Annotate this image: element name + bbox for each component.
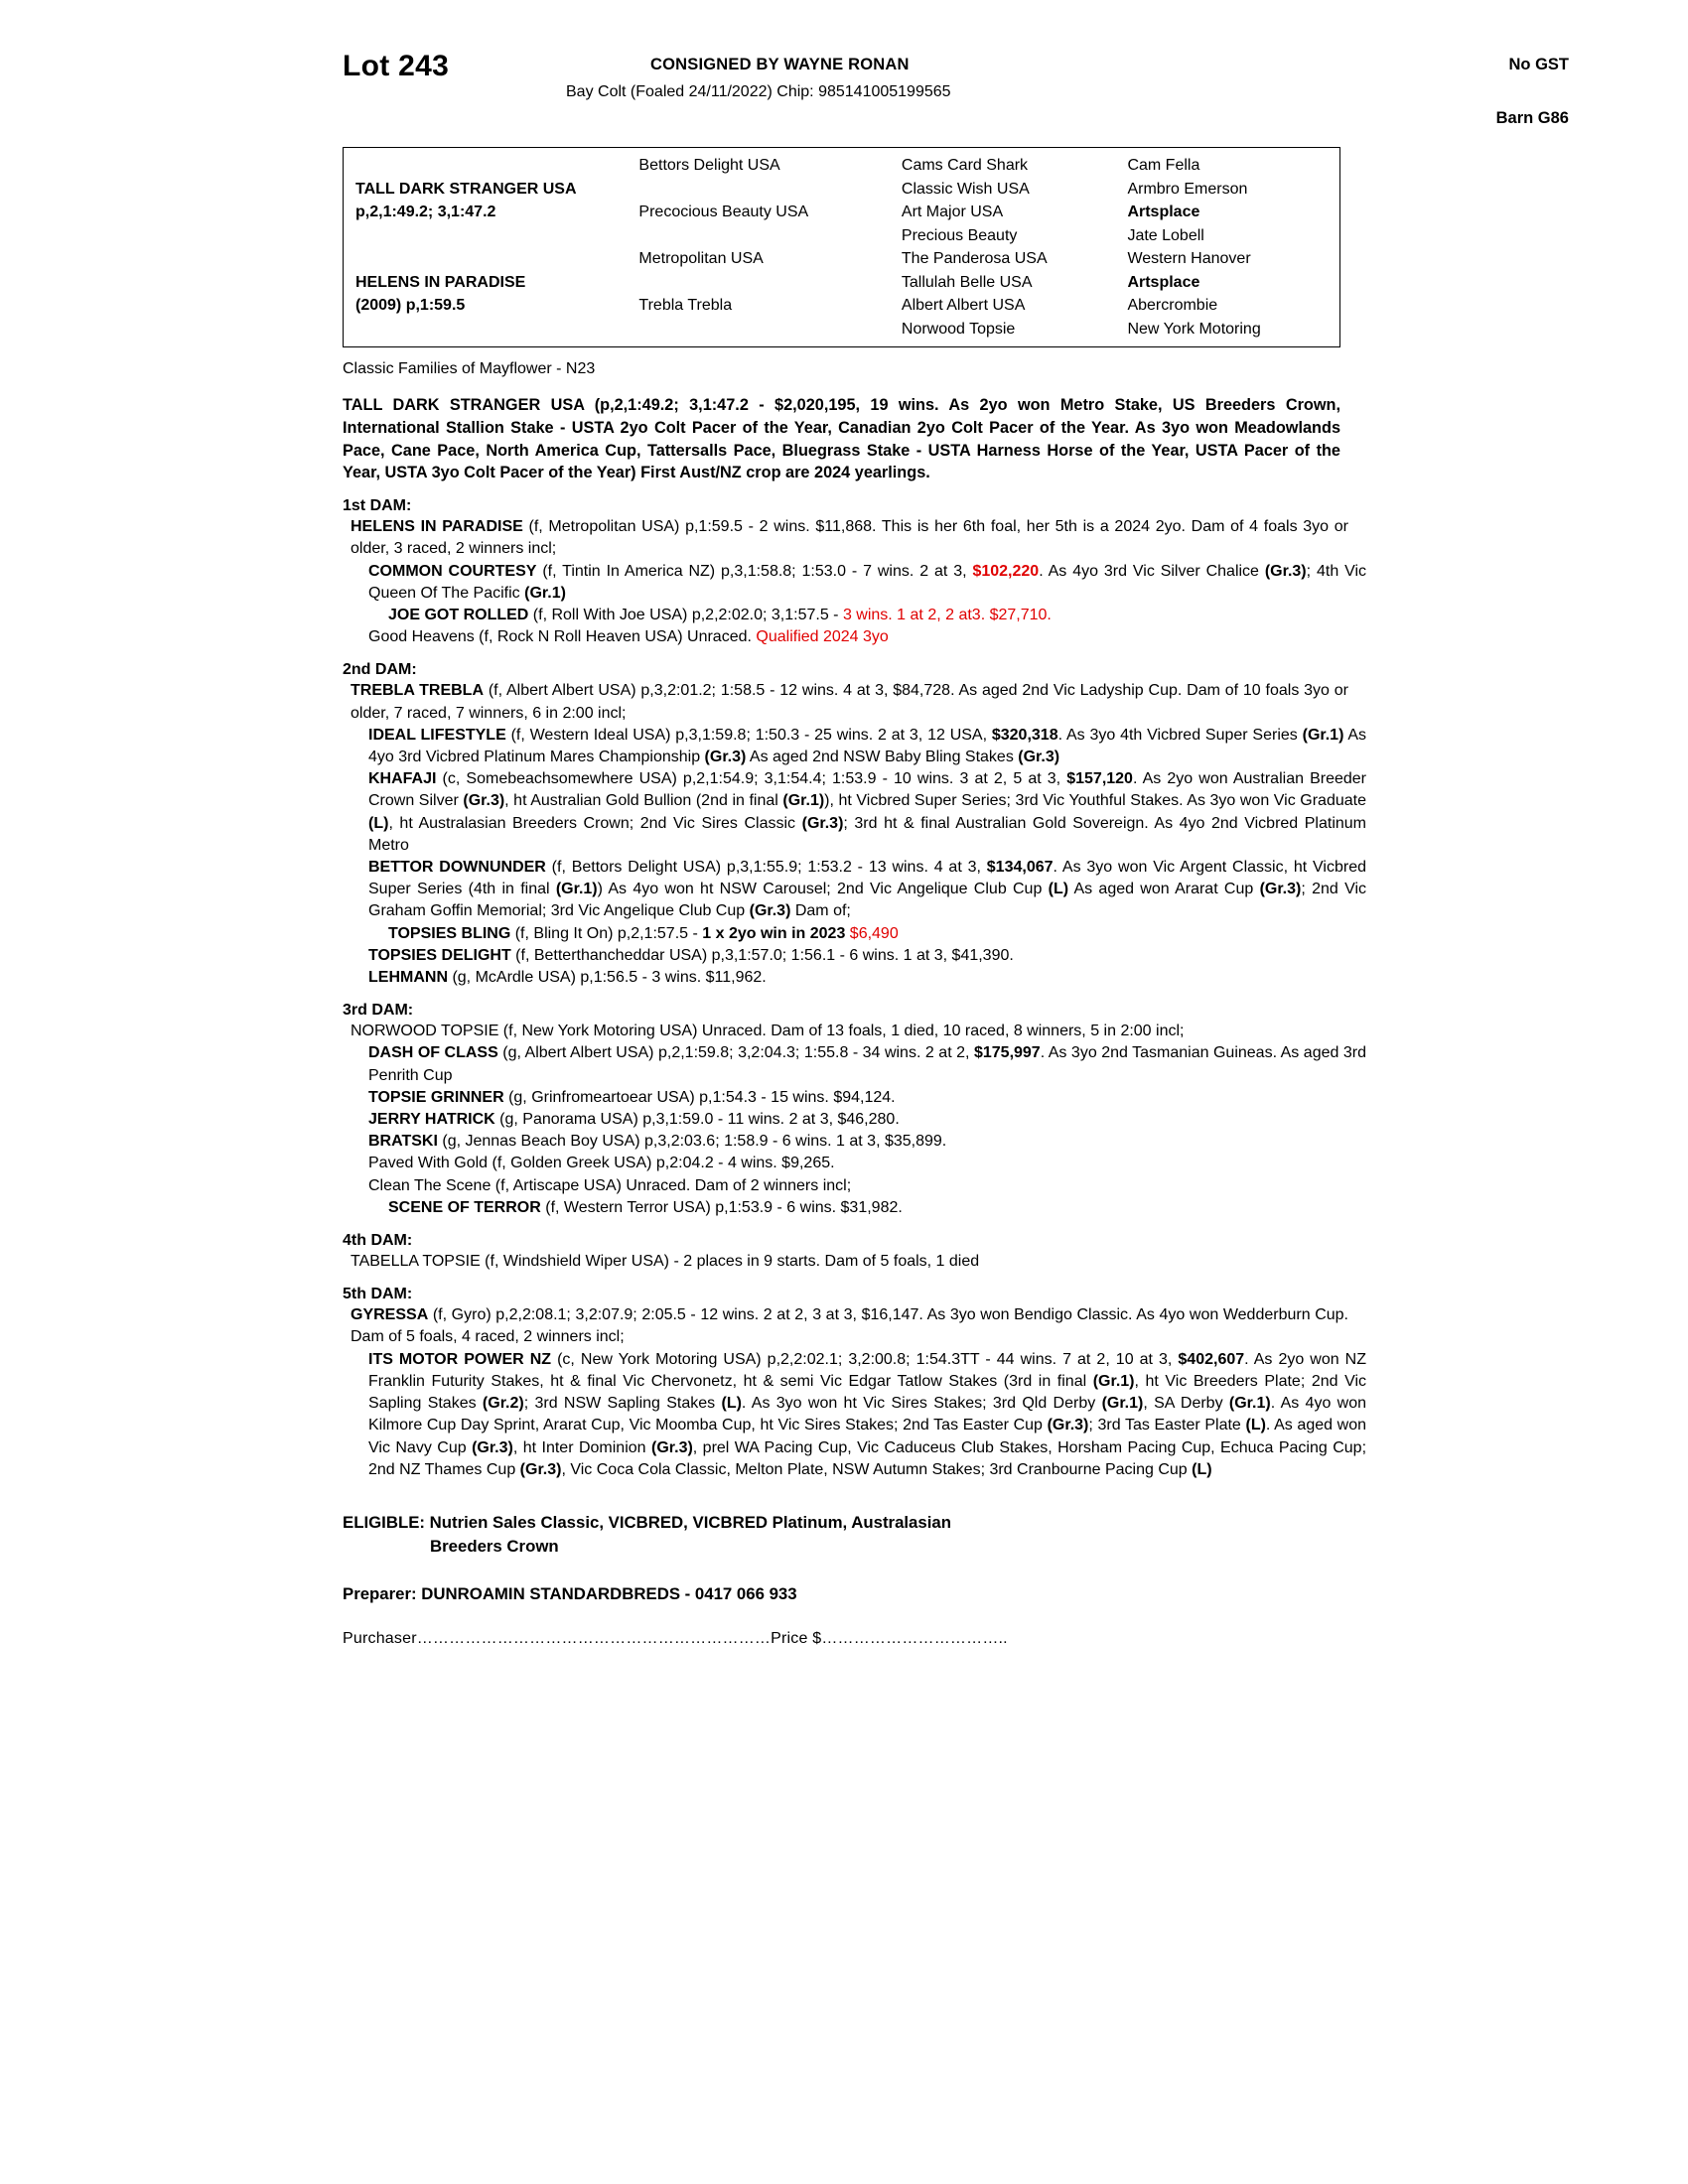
entry-text: (Gr.2)	[482, 1395, 524, 1413]
entry-text: (Gr.1)	[1092, 1372, 1135, 1390]
entry-text: ; 3rd ht & final Australian Gold Sovereign. As 4yo 2nd Vicbred Platinum Metro	[368, 814, 1367, 854]
pedigree-entry	[368, 768, 1366, 857]
entry-text: TOPSIES BLING	[388, 924, 511, 942]
entry-text: (Gr.3)	[472, 1438, 513, 1456]
pedigree-entry	[368, 1109, 1366, 1131]
entry-text: NORWOOD TOPSIE (f, New York Motoring USA) Unraced. Dam of 13 foals, 1 died, 10 raced, 8 winners, 5 in 2:00 incl;	[351, 1023, 1185, 1040]
entry-text: (g, Panorama USA) p,3,1:59.0 - 11 wins. 2 at 3, $46,280.	[494, 1111, 900, 1129]
entry-text: As 4yo 3rd Vicbred Platinum Mares Championship	[368, 726, 1367, 766]
pedigree-entry	[351, 1021, 1348, 1042]
entry-text: (Gr.3)	[749, 902, 791, 920]
entry-text: DASH OF CLASS	[368, 1044, 498, 1062]
horse-description: Bay Colt (Foaled 24/11/2022) Chip: 985141005199565	[566, 83, 951, 100]
pedigree-entry	[368, 1131, 1366, 1153]
pedigree-cell-c2: Bettors Delight USA	[638, 157, 780, 174]
pedigree-cell-c4: Jate Lobell	[1127, 226, 1204, 244]
entry-text: (Gr.3)	[1047, 1417, 1089, 1434]
entry-text: KHAFAJI	[368, 770, 437, 788]
pedigree-column-4	[1127, 154, 1339, 341]
entry-text: As aged 2nd NSW Baby Bling Stakes	[746, 749, 1019, 766]
pedigree-cell-c3: Albert Albert USA	[901, 297, 1026, 314]
pedigree-cell-c3: Tallulah Belle USA	[901, 273, 1033, 291]
entry-text: . As aged won Vic Navy Cup	[368, 1417, 1367, 1456]
entry-text: $102,220	[972, 562, 1040, 580]
pedigree-cell-c3: Art Major USA	[901, 204, 1004, 220]
entry-text: (c, Somebeachsomewhere USA) p,2,1:54.9; 3,1:54.4; 1:53.9 - 10 wins. 3 at 2, 5 at 3,	[436, 770, 1067, 788]
pedigree-entry	[368, 1087, 1366, 1109]
pedigree-column-2	[638, 154, 901, 341]
entry-text: . As 2yo won NZ Franklin Futurity Stakes, ht & final Vic Chervonetz, ht & semi Vic Edgar Tatlow Stakes (3rd in final	[368, 1350, 1367, 1390]
entry-text: , ht Vic Breeders Plate; 2nd Vic Sapling Stakes	[368, 1372, 1367, 1413]
dam-sections	[343, 497, 1569, 1481]
entry-text: (Gr.3)	[704, 749, 747, 766]
dam-heading: 4th DAM:	[343, 1232, 413, 1250]
page-header	[343, 44, 1569, 139]
entry-text: (g, Grinfromeartoear USA) p,1:54.3 - 15 wins. $94,124.	[503, 1088, 896, 1106]
entry-text: HELENS IN PARADISE	[351, 518, 523, 536]
pedigree-cell-c1: TALL DARK STRANGER USA	[355, 180, 577, 198]
pedigree-cell-c4: Artsplace	[1127, 273, 1200, 291]
pedigree-cell-c4: Abercrombie	[1127, 297, 1218, 314]
entry-text: ), ht Vicbred Super Series; 3rd Vic Youthful Stakes. As 3yo won Vic Graduate	[824, 792, 1366, 810]
entry-text: (L)	[1245, 1417, 1266, 1434]
entry-text: TOPSIE GRINNER	[368, 1088, 504, 1106]
entry-text: (f, Roll With Joe USA) p,2,2:02.0; 3,1:57.5 -	[528, 607, 843, 623]
entry-text: (f, Metropolitan USA) p,1:59.5 - 2 wins. $11,868. This is her 6th foal, her 5th is a 2024 2yo. Dam of 4 foals 3yo or older, 3 raced, 2 winners incl;	[351, 518, 1349, 558]
entry-text: (f, Bling It On) p,2,1:57.5 -	[510, 924, 703, 942]
pedigree-entry	[351, 680, 1348, 724]
entry-text: (Gr.3)	[651, 1438, 693, 1456]
dam-heading: 5th DAM:	[343, 1286, 413, 1303]
entry-text: (Gr.3)	[1018, 749, 1060, 766]
entry-text: ; 2nd Vic Graham Goffin Memorial; 3rd Vic Angelique Club Cup	[368, 881, 1367, 920]
pedigree-entry	[388, 605, 1386, 626]
entry-text: Paved With Gold (f, Golden Greek USA) p,2:04.2 - 4 wins. $9,265.	[368, 1155, 835, 1172]
entry-text: (Gr.1)	[1101, 1395, 1144, 1413]
entry-text: TREBLA TREBLA	[351, 682, 484, 700]
pedigree-cell-c2: Precocious Beauty USA	[638, 204, 809, 220]
pedigree-cell-c4: Artsplace	[1127, 204, 1200, 220]
entry-text: 3 wins. 1 at 2, 2 at3. $27,710.	[842, 607, 1052, 623]
entry-text: As aged won Ararat Cup	[1068, 881, 1260, 898]
entry-text: (g, Albert Albert USA) p,2,1:59.8; 3,2:04.3; 1:55.8 - 34 wins. 2 at 2,	[497, 1044, 974, 1062]
pedigree-cell-c4: New York Motoring	[1127, 320, 1261, 338]
entry-text: . As 3yo won Vic Argent Classic, ht Vicbred Super Series (4th in final	[368, 859, 1366, 898]
barn-number: Barn G86	[1495, 109, 1569, 127]
entry-text: Dam of;	[790, 902, 851, 920]
purchaser-line: Purchaser…………………………………………………………Price $……………………………..	[343, 1629, 1008, 1647]
entry-text: , ht Australasian Breeders Crown; 2nd Vic Sires Classic	[388, 814, 802, 832]
entry-text: , ht Inter Dominion	[512, 1438, 651, 1456]
entry-text: . As 3yo won ht Vic Sires Stakes; 3rd Qld Derby	[741, 1395, 1102, 1413]
entry-text: ITS MOTOR POWER NZ	[368, 1350, 552, 1368]
entry-text: ; 3rd NSW Sapling Stakes	[523, 1395, 722, 1413]
entry-text: (c, New York Motoring USA) p,2,2:02.1; 3,2:00.8; 1:54.3TT - 44 wins. 7 at 2, 10 at 3,	[551, 1350, 1179, 1368]
dam-heading: 3rd DAM:	[343, 1002, 414, 1020]
pedigree-entry	[388, 1197, 1386, 1219]
entry-text: (f, Western Ideal USA) p,3,1:59.8; 1:50.3 - 25 wins. 2 at 3, 12 USA,	[505, 726, 992, 744]
entry-text: , ht Australian Gold Bullion (2nd in final	[504, 792, 783, 810]
entry-text: (Gr.3)	[519, 1460, 562, 1478]
entry-text: ) As 4yo won ht NSW Carousel; 2nd Vic Angelique Club Cup	[597, 881, 1049, 898]
entry-text: (L)	[1192, 1460, 1212, 1478]
entry-text: Good Heavens (f, Rock N Roll Heaven USA) Unraced.	[368, 628, 757, 646]
entry-text: (f, Betterthancheddar USA) p,3,1:57.0; 1:56.1 - 6 wins. 1 at 3, $41,390.	[510, 946, 1014, 964]
pedigree-cell-c3: Norwood Topsie	[901, 320, 1016, 338]
entry-text: . As 4yo won Kilmore Cup Day Sprint, Ararat Cup, Vic Moomba Cup, ht Vic Sires Stakes; 2nd Tas Easter Cup	[368, 1395, 1367, 1434]
pedigree-entry	[368, 857, 1366, 923]
entry-text: BRATSKI	[368, 1133, 438, 1151]
entry-text: Clean The Scene (f, Artiscape USA) Unraced. Dam of 2 winners incl;	[368, 1176, 852, 1194]
entry-text: 1 x 2yo win in 2023	[702, 924, 846, 942]
entry-text: (g, Jennas Beach Boy USA) p,3,2:03.6; 1:58.9 - 6 wins. 1 at 3, $35,899.	[437, 1133, 947, 1151]
pedigree-entry	[351, 1304, 1348, 1348]
entry-text: (f, Bettors Delight USA) p,3,1:55.9; 1:53.2 - 13 wins. 4 at 3,	[545, 859, 987, 877]
entry-text: SCENE OF TERROR	[388, 1198, 541, 1216]
pedigree-entry	[368, 561, 1366, 605]
entry-text: COMMON COURTESY	[368, 562, 537, 580]
gst-status: No GST	[1508, 56, 1569, 73]
entry-text: (Gr.1)	[555, 881, 598, 898]
preparer-line: Preparer: DUNROAMIN STANDARDBREDS - 0417 066 933	[343, 1583, 797, 1603]
pedigree-entry	[368, 1042, 1366, 1086]
sire-summary: TALL DARK STRANGER USA (p,2,1:49.2; 3,1:47.2 - $2,020,195, 19 wins. As 2yo won Metro Stake, US Breeders Crown, International Stallion Stake - USTA 2yo Colt Pacer of the Year, Canadian 2yo Colt Pacer of the Year. As 3yo won Meadowlands Pace, Cane Pace, North America Cup, Tattersalls Pace, Bluegrass Stake - USTA Harness Horse of the Year, USTA Pacer of the Year, USTA 3yo Colt Pacer of the Year) First Aust/NZ crop are 2024 yearlings.	[343, 396, 1340, 482]
entry-text: (Gr.1)	[782, 792, 825, 810]
entry-text: (L)	[721, 1395, 742, 1413]
entry-text: $157,120	[1066, 770, 1133, 788]
entry-text: $134,067	[986, 859, 1054, 877]
entry-text: BETTOR DOWNUNDER	[368, 859, 546, 877]
entry-text: . As 3yo 2nd Tasmanian Guineas. As aged 3rd Penrith Cup	[368, 1044, 1367, 1084]
pedigree-entry	[351, 1251, 1348, 1273]
consignor: CONSIGNED BY WAYNE RONAN	[650, 56, 910, 73]
entry-text: $402,607	[1178, 1350, 1245, 1368]
pedigree-entry	[351, 516, 1348, 560]
eligible-text-1: ELIGIBLE: Nutrien Sales Classic, VICBRED, VICBRED Platinum, Australasian	[343, 1512, 951, 1532]
pedigree-cell-c3: Cams Card Shark	[901, 157, 1029, 174]
pedigree-cell-c2: Trebla Trebla	[638, 297, 733, 314]
entry-text: (Gr.1)	[1228, 1395, 1271, 1413]
entry-text: JERRY HATRICK	[368, 1111, 495, 1129]
entry-text: TABELLA TOPSIE (f, Windshield Wiper USA) - 2 places in 9 starts. Dam of 5 foals, 1 died	[351, 1253, 980, 1271]
pedigree-cell-c1: (2009) p,1:59.5	[355, 297, 466, 314]
entry-text: Qualified 2024 3yo	[756, 628, 889, 646]
pedigree-entry	[388, 923, 1386, 945]
entry-text: , Vic Coca Cola Classic, Melton Plate, NSW Autumn Stakes; 3rd Cranbourne Pacing Cup	[561, 1460, 1193, 1478]
dam-heading: 1st DAM:	[343, 497, 412, 515]
pedigree-entry	[368, 1175, 1366, 1197]
entry-text: (f, Gyro) p,2,2:08.1; 3,2:07.9; 2:05.5 - 12 wins. 2 at 2, 3 at 3, $16,147. As 3yo won Bendigo Classic. As 4yo won Wedderburn Cup. Dam of 5 foals, 4 raced, 2 winners incl;	[351, 1306, 1348, 1346]
entry-text: (f, Western Terror USA) p,1:53.9 - 6 wins. $31,982.	[540, 1198, 903, 1216]
pedigree-cell-c3: Precious Beauty	[901, 226, 1018, 244]
pedigree-column-sire-dam	[344, 154, 638, 341]
pedigree-cell-c4: Cam Fella	[1127, 157, 1200, 174]
entry-text: LEHMANN	[368, 969, 448, 987]
entry-text: (L)	[1048, 881, 1069, 898]
pedigree-cell-c1: p,2,1:49.2; 3,1:47.2	[355, 204, 496, 220]
entry-text: $320,318	[991, 726, 1058, 744]
entry-text: TOPSIES DELIGHT	[368, 946, 511, 964]
pedigree-cell-c1: HELENS IN PARADISE	[355, 273, 526, 291]
entry-text: IDEAL LIFESTYLE	[368, 726, 506, 744]
entry-text: $175,997	[973, 1044, 1041, 1062]
entry-text: (f, Tintin In America NZ) p,3,1:58.8; 1:53.0 - 7 wins. 2 at 3,	[536, 562, 973, 580]
entry-text: . As 2yo won Australian Breeder Crown Silver	[368, 770, 1367, 810]
pedigree-entry	[368, 945, 1366, 967]
entry-text: . As 4yo 3rd Vic Silver Chalice	[1039, 562, 1265, 580]
eligible-line	[343, 1511, 1340, 1559]
pedigree-cell-c4: Western Hanover	[1127, 250, 1251, 267]
entry-text: (Gr.1)	[524, 584, 566, 602]
entry-text: ; 3rd Tas Easter Plate	[1088, 1417, 1246, 1434]
pedigree-cell-c3: Classic Wish USA	[901, 180, 1030, 198]
pedigree-cell-c3: The Panderosa USA	[901, 250, 1048, 267]
entry-text: (Gr.3)	[801, 814, 844, 832]
lot-number: Lot 243	[343, 50, 450, 82]
entry-text: (L)	[368, 814, 389, 832]
pedigree-entry	[368, 1349, 1366, 1481]
classic-families: Classic Families of Mayflower - N23	[343, 360, 596, 377]
entry-text: ; 4th Vic Queen Of The Pacific	[368, 562, 1367, 602]
eligible-text-2: Breeders Crown	[430, 1536, 559, 1556]
dam-heading: 2nd DAM:	[343, 661, 417, 679]
pedigree-cell-c2: Metropolitan USA	[638, 250, 764, 267]
pedigree-entry	[368, 626, 1366, 648]
entry-text: (Gr.3)	[463, 792, 505, 810]
pedigree-cell-c4: Armbro Emerson	[1127, 180, 1248, 198]
entry-text: (Gr.1)	[1302, 726, 1344, 744]
pedigree-table	[343, 147, 1340, 347]
entry-text: . As 3yo 4th Vicbred Super Series	[1057, 726, 1303, 744]
entry-text: (Gr.3)	[1264, 562, 1307, 580]
pedigree-entry	[368, 1153, 1366, 1174]
entry-text: (Gr.3)	[1259, 881, 1302, 898]
entry-text: $6,490	[845, 924, 899, 942]
pedigree-column-3	[902, 154, 1128, 341]
entry-text: , SA Derby	[1143, 1395, 1229, 1413]
pedigree-entry	[368, 967, 1366, 989]
entry-text: , prel WA Pacing Cup, Vic Caduceus Club Stakes, Horsham Pacing Cup, Echuca Pacing Cup; 2nd NZ Thames Cup	[368, 1438, 1367, 1478]
pedigree-entry	[368, 725, 1366, 768]
entry-text: GYRESSA	[351, 1306, 429, 1324]
entry-text: JOE GOT ROLLED	[388, 607, 529, 623]
entry-text: (g, McArdle USA) p,1:56.5 - 3 wins. $11,962.	[448, 969, 767, 987]
entry-text: (f, Albert Albert USA) p,3,2:01.2; 1:58.5 - 12 wins. 4 at 3, $84,728. As aged 2nd Vic Ladyship Cup. Dam of 10 foals 3yo or older, 7 raced, 7 winners, 6 in 2:00 incl;	[351, 682, 1348, 722]
